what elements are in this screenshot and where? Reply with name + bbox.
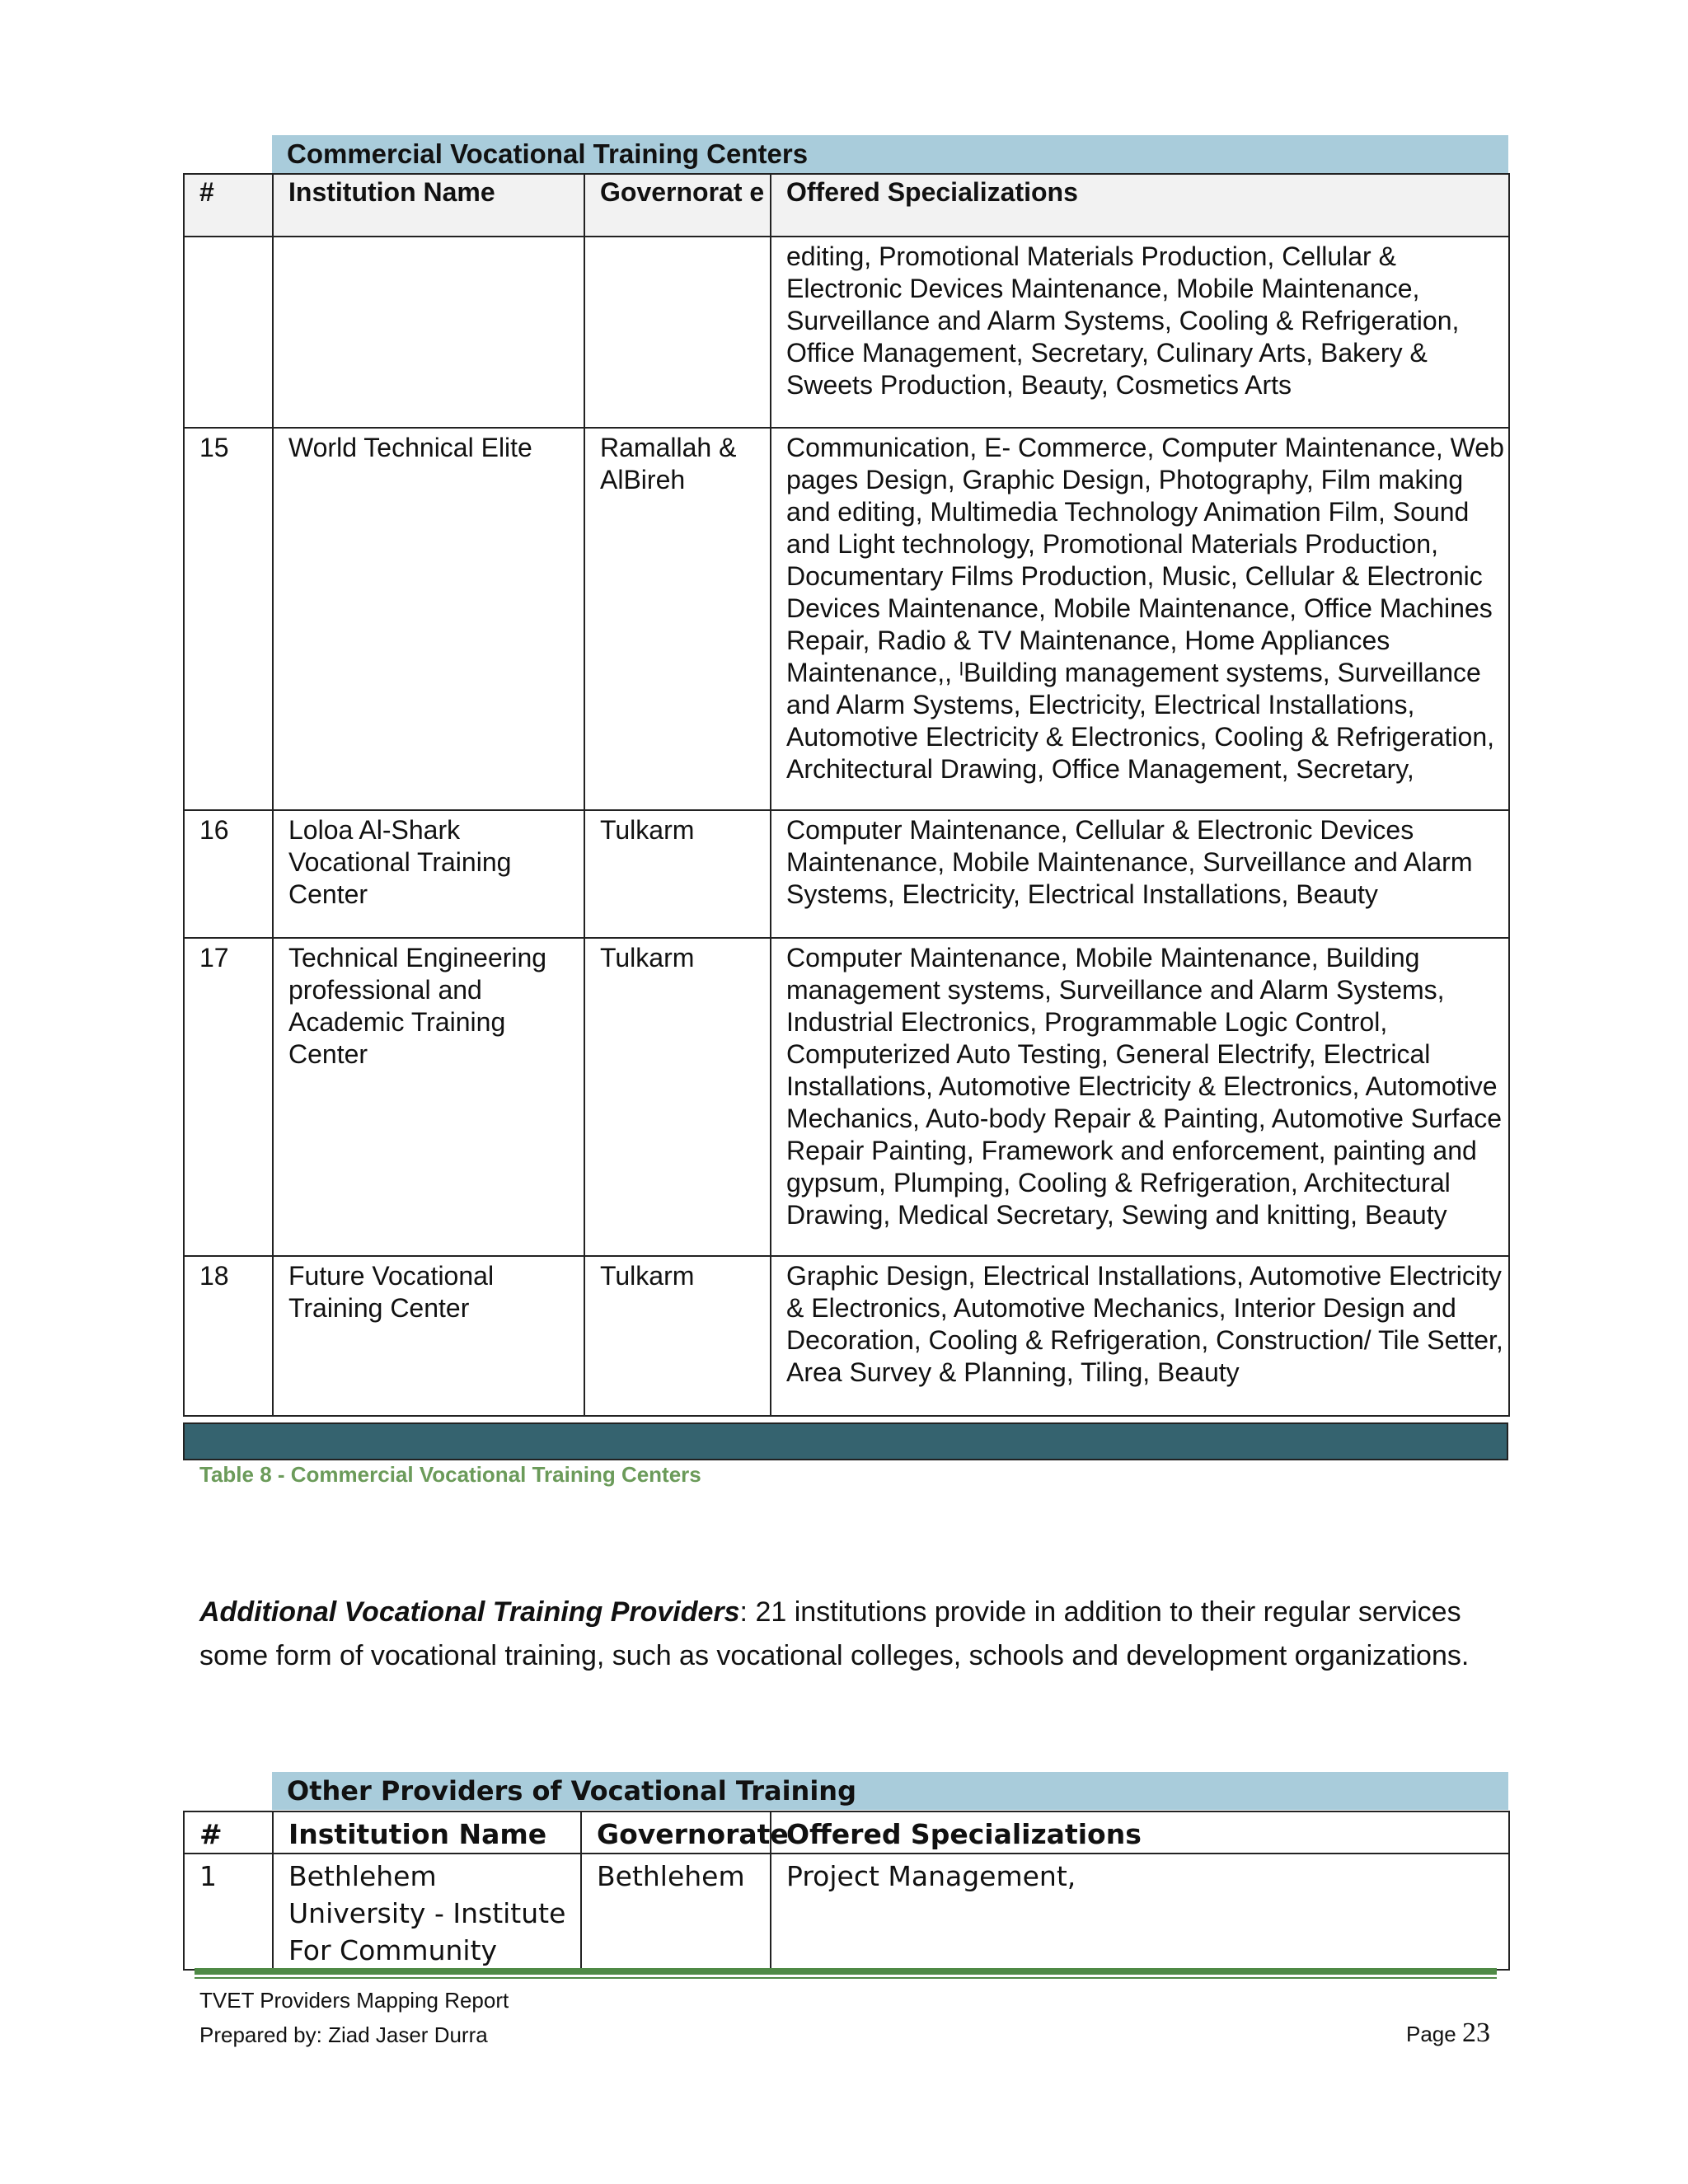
table-header-row bbox=[184, 1811, 1509, 1854]
header-num: # bbox=[184, 1811, 273, 1854]
row-governorate: Tulkarm bbox=[584, 938, 771, 1256]
footer-page bbox=[1406, 2018, 1490, 2049]
footer-report-title: TVET Providers Mapping Report bbox=[199, 1988, 509, 2013]
paragraph-lead: Additional Vocational Training Providers bbox=[199, 1596, 740, 1628]
row-specializations: Computer Maintenance, Mobile Maintenance, Building management systems, Surveillance and Alarm Systems, Industrial Electronics, Programmable Logic Control, Computerized Auto Testing, General Electrify, Electrical Installations, Automotive Electricity & Electronics, Automotive Mechanics, Auto-body Repair & Painting, Automotive Surface Repair Painting, Framework and enforcement, painting and gypsum, Plumping, Cooling & Refrigeration, Architectural Drawing, Medical Secretary, Sewing and knitting, Beauty bbox=[771, 938, 1509, 1256]
table1-caption: Commercial Vocational Training Centers bbox=[272, 135, 1508, 173]
row-institution-name: Loloa Al-Shark Vocational Training Center bbox=[273, 810, 584, 938]
row-governorate bbox=[584, 237, 771, 428]
footer-prepared-by: Prepared by: Ziad Jaser Durra bbox=[199, 2022, 488, 2047]
header-governorate: Governorat e bbox=[584, 174, 771, 237]
row-governorate: Tulkarm bbox=[584, 1256, 771, 1416]
table2-caption: Other Providers of Vocational Training bbox=[272, 1772, 1508, 1810]
header-offered-specializations: Offered Specializations bbox=[771, 1811, 1509, 1854]
footer-rule-thin bbox=[195, 1977, 1497, 1979]
table-row bbox=[184, 1256, 1509, 1416]
table-row bbox=[184, 810, 1509, 938]
row-institution-name: Future Vocational Training Center bbox=[273, 1256, 584, 1416]
table-row bbox=[184, 237, 1509, 428]
header-governorate: Governorate bbox=[581, 1811, 771, 1854]
header-num: # bbox=[184, 174, 273, 237]
table-footer-bar bbox=[183, 1422, 1508, 1460]
commercial-centers-table bbox=[183, 173, 1510, 1417]
row-num: 15 bbox=[184, 428, 273, 810]
footer-rule bbox=[195, 1968, 1497, 1975]
header-institution-name: Institution Name bbox=[273, 1811, 581, 1854]
header-offered-specializations: Offered Specializations bbox=[771, 174, 1509, 237]
row-governorate: Bethlehem bbox=[581, 1854, 771, 1970]
row-institution-name: Bethlehem University - Institute For Community bbox=[273, 1854, 581, 1970]
table-row bbox=[184, 938, 1509, 1256]
row-institution-name: Technical Engineering professional and Academic Training Center bbox=[273, 938, 584, 1256]
row-num: 16 bbox=[184, 810, 273, 938]
row-specializations: Graphic Design, Electrical Installations, Automotive Electricity & Electronics, Automotive Mechanics, Interior Design and Decoration, Cooling & Refrigeration, Construction/ Tile Setter, Area Survey & Planning, Tiling, Beauty bbox=[771, 1256, 1509, 1416]
table-header-row bbox=[184, 174, 1509, 237]
table-caption: Table 8 - Commercial Vocational Training Centers bbox=[199, 1462, 701, 1487]
row-specializations: Project Management, bbox=[771, 1854, 1509, 1970]
row-num: 17 bbox=[184, 938, 273, 1256]
page-number: 23 bbox=[1461, 2018, 1490, 2048]
row-governorate: Tulkarm bbox=[584, 810, 771, 938]
body-paragraph bbox=[199, 1591, 1502, 1678]
row-specializations: Computer Maintenance, Cellular & Electronic Devices Maintenance, Mobile Maintenance, Surveillance and Alarm Systems, Electricity, Electrical Installations, Beauty bbox=[771, 810, 1509, 938]
row-institution-name bbox=[273, 237, 584, 428]
table-row bbox=[184, 428, 1509, 810]
other-providers-table bbox=[183, 1811, 1510, 1971]
table-row bbox=[184, 1854, 1509, 1970]
row-governorate: Ramallah & AlBireh bbox=[584, 428, 771, 810]
paragraph-text: : 21 institutions provide in addition to their regular services some form of vocational training, such as vocational colleges, schools and development organizations. bbox=[199, 1596, 1470, 1671]
header-institution-name: Institution Name bbox=[273, 174, 584, 237]
row-num: 18 bbox=[184, 1256, 273, 1416]
row-num bbox=[184, 237, 273, 428]
row-num: 1 bbox=[184, 1854, 273, 1970]
row-specializations: Communication, E- Commerce, Computer Maintenance, Web pages Design, Graphic Design, Photography, Film making and editing, Multimedia Technology Animation Film, Sound and Light technology, Promotional Materials Production, Documentary Films Production, Music, Cellular & Electronic Devices Maintenance, Mobile Maintenance, Office Machines Repair, Radio & TV Maintenance, Home Appliances Maintenance,, ˡBuilding management systems, Surveillance and Alarm Systems, Electricity, Electrical Installations, Automotive Electricity & Electronics, Cooling & Refrigeration, Architectural Drawing, Office Management, Secretary, bbox=[771, 428, 1509, 810]
row-specializations: editing, Promotional Materials Production, Cellular & Electronic Devices Maintenance, Mobile Maintenance, Surveillance and Alarm Systems, Cooling & Refrigeration, Office Management, Secretary, Culinary Arts, Bakery & Sweets Production, Beauty, Cosmetics Arts bbox=[771, 237, 1509, 428]
row-institution-name: World Technical Elite bbox=[273, 428, 584, 810]
page-label: Page bbox=[1406, 2022, 1456, 2046]
